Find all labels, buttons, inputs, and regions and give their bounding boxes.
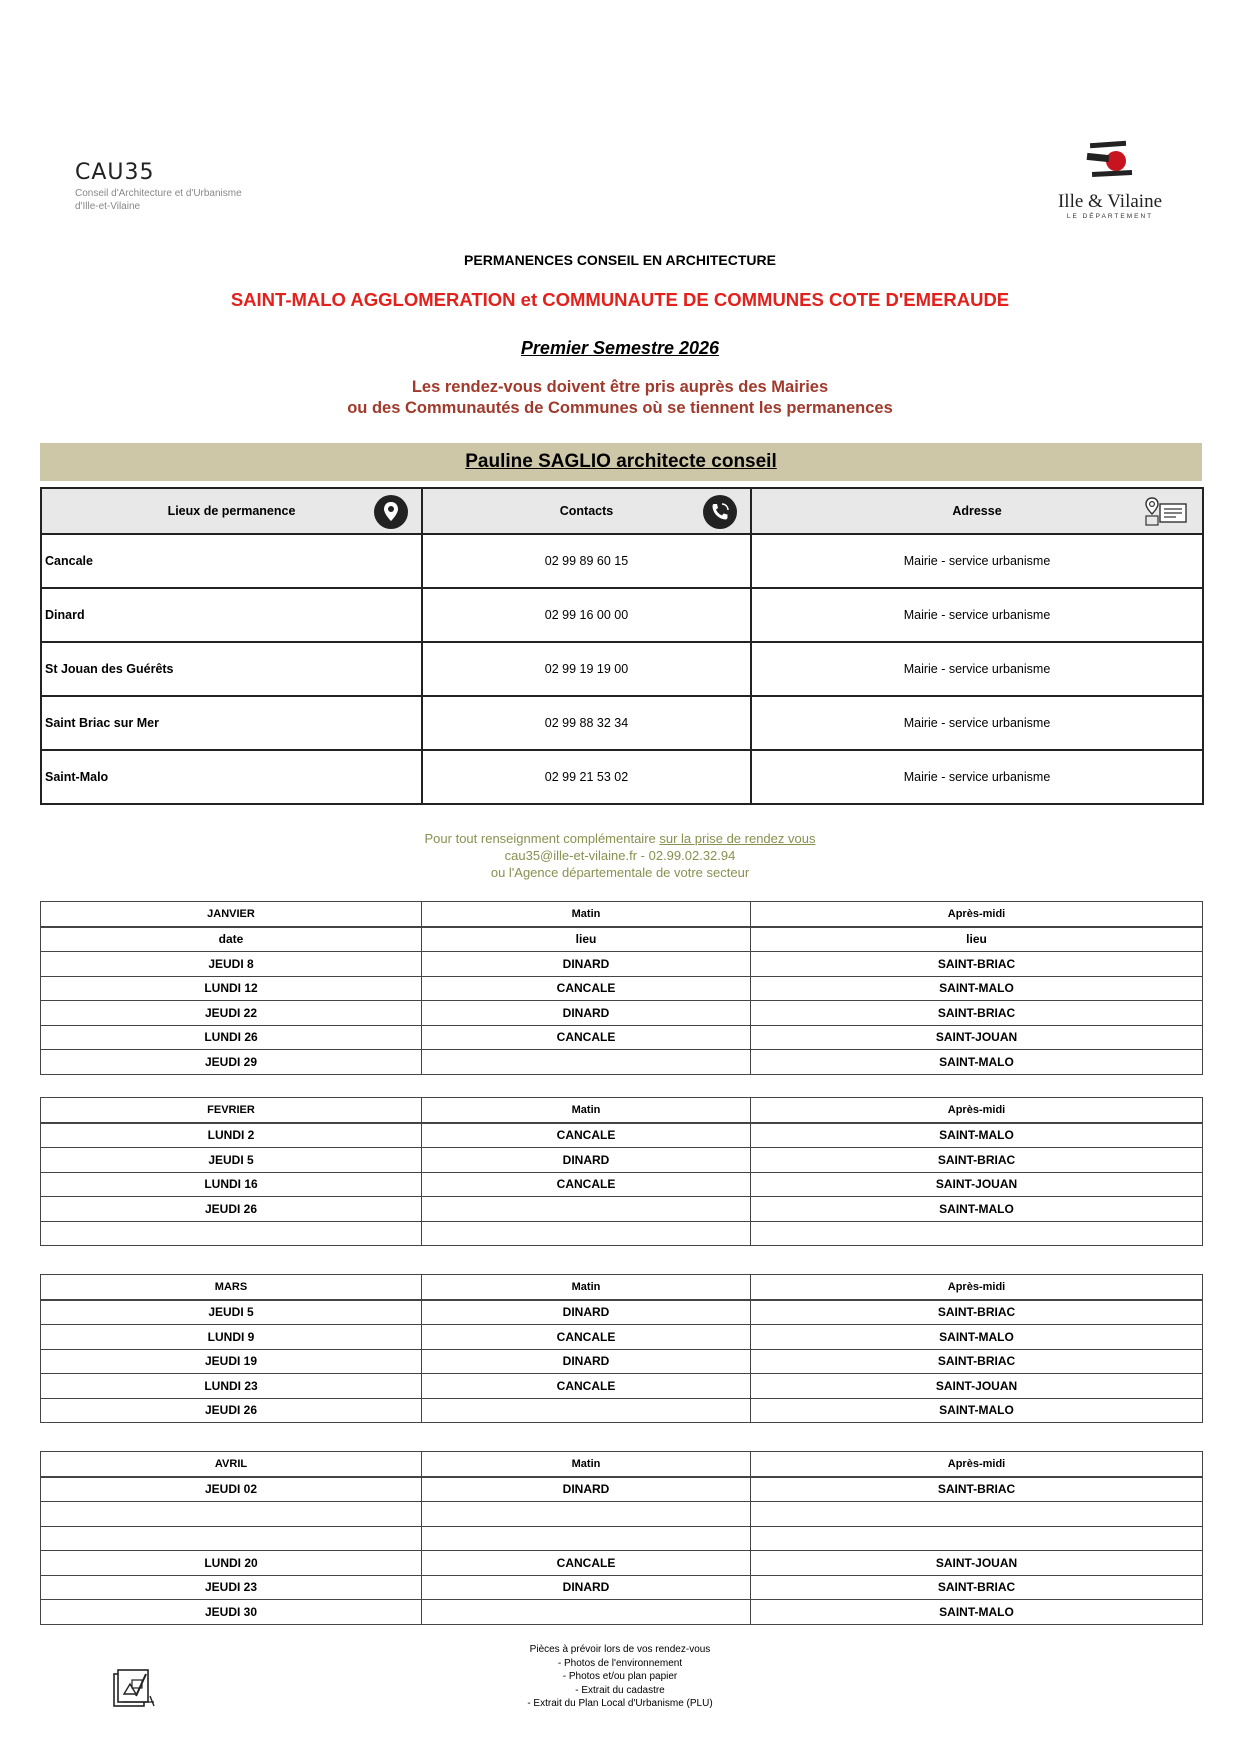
notice-line-2: ou des Communautés de Communes où se tiennent les permanences	[347, 399, 893, 417]
cau35-logo-line1: Conseil d'Architecture et d'Urbanisme	[75, 188, 242, 199]
required-documents-title: Pièces à prévoir lors de vos rendez-vous	[529, 1644, 711, 1655]
contact-row	[41, 750, 1203, 804]
ille-et-vilaine-logo	[1040, 140, 1180, 220]
month-table-mars	[40, 1274, 1203, 1423]
phone-icon	[702, 494, 738, 530]
apres-midi-cell: SAINT-BRIAC	[751, 1575, 1203, 1600]
date-cell	[41, 1221, 422, 1246]
matin-cell	[422, 1502, 751, 1527]
header-adresse-label: Adresse	[952, 504, 1002, 518]
date-cell: LUNDI 23	[41, 1374, 422, 1399]
apres-midi-cell: SAINT-MALO	[751, 976, 1203, 1001]
apres-midi-cell: SAINT-MALO	[751, 1600, 1203, 1625]
month-table-janvier	[40, 901, 1203, 1075]
required-document-item: - Extrait du Plan Local d'Urbanisme (PLU)	[527, 1698, 713, 1709]
table-row	[41, 1374, 1203, 1399]
apres-midi-header: Après-midi	[751, 1275, 1203, 1300]
table-row	[41, 1050, 1203, 1075]
table-row	[41, 1001, 1203, 1026]
contact-phone: 02 99 19 19 00	[422, 642, 751, 696]
contact-address: Mairie - service urbanisme	[751, 750, 1203, 804]
date-cell: JEUDI 19	[41, 1349, 422, 1374]
appointment-notice	[0, 377, 1240, 419]
table-row	[41, 1477, 1203, 1502]
matin-cell: DINARD	[422, 1300, 751, 1325]
apres-midi-cell: SAINT-MALO	[751, 1050, 1203, 1075]
apres-midi-header: Après-midi	[751, 1098, 1203, 1123]
info-line-1	[0, 830, 1240, 847]
matin-cell: CANCALE	[422, 1172, 751, 1197]
contact-address: Mairie - service urbanisme	[751, 642, 1203, 696]
date-cell: JEUDI 26	[41, 1197, 422, 1222]
table-row	[41, 1221, 1203, 1246]
date-cell: JEUDI 5	[41, 1148, 422, 1173]
matin-cell: lieu	[422, 927, 751, 952]
table-row	[41, 1197, 1203, 1222]
matin-cell	[422, 1197, 751, 1222]
cau35-logo-line2: d'Ille-et-Vilaine	[75, 201, 141, 212]
table-row	[41, 927, 1203, 952]
contact-lieu: Cancale	[41, 534, 422, 588]
contact-address: Mairie - service urbanisme	[751, 696, 1203, 750]
date-cell: JEUDI 5	[41, 1300, 422, 1325]
table-row	[41, 952, 1203, 977]
apres-midi-cell	[751, 1526, 1203, 1551]
table-row	[41, 1123, 1203, 1148]
matin-header: Matin	[422, 1452, 751, 1477]
date-cell	[41, 1526, 422, 1551]
header-contacts	[422, 488, 751, 534]
matin-cell: CANCALE	[422, 1374, 751, 1399]
date-cell: LUNDI 16	[41, 1172, 422, 1197]
matin-cell	[422, 1221, 751, 1246]
contact-phone: 02 99 88 32 34	[422, 696, 751, 750]
matin-cell	[422, 1600, 751, 1625]
appointment-link[interactable]: sur la prise de rendez vous	[659, 831, 816, 846]
table-row	[41, 1300, 1203, 1325]
table-row	[41, 1172, 1203, 1197]
contact-address: Mairie - service urbanisme	[751, 588, 1203, 642]
month-header-row	[41, 1452, 1203, 1477]
month-name: JANVIER	[41, 902, 422, 927]
table-row	[41, 1325, 1203, 1350]
address-card-icon	[1142, 494, 1190, 530]
contacts-table	[40, 487, 1204, 805]
contact-phone: 02 99 16 00 00	[422, 588, 751, 642]
matin-cell	[422, 1398, 751, 1423]
header-lieux-label: Lieux de permanence	[167, 504, 296, 518]
info-agency-line: ou l'Agence départementale de votre secteur	[490, 865, 750, 880]
table-row	[41, 1148, 1203, 1173]
semester-title: Premier Semestre 2026	[520, 338, 720, 358]
apres-midi-cell: SAINT-JOUAN	[751, 1551, 1203, 1576]
location-pin-icon	[373, 494, 409, 530]
header-adresse	[751, 488, 1203, 534]
info-contact-line: cau35@ille-et-vilaine.fr - 02.99.02.32.94	[504, 848, 736, 863]
header-lieux	[41, 488, 422, 534]
table-row	[41, 1551, 1203, 1576]
month-header-row	[41, 1098, 1203, 1123]
table-row	[41, 1526, 1203, 1551]
contact-lieu: Dinard	[41, 588, 422, 642]
month-name: MARS	[41, 1275, 422, 1300]
matin-cell	[422, 1526, 751, 1551]
month-header-row	[41, 1275, 1203, 1300]
required-documents	[0, 1643, 1240, 1711]
month-header-row	[41, 902, 1203, 927]
cau35-logo-name: CAU35	[75, 160, 155, 185]
contact-row	[41, 534, 1203, 588]
required-document-item: - Photos et/ou plan papier	[562, 1671, 678, 1682]
contact-row	[41, 642, 1203, 696]
apres-midi-header: Après-midi	[751, 902, 1203, 927]
ille-et-vilaine-emblem-icon	[1085, 140, 1135, 184]
date-cell: LUNDI 20	[41, 1551, 422, 1576]
apres-midi-cell	[751, 1221, 1203, 1246]
cau35-logo	[75, 162, 242, 213]
matin-header: Matin	[422, 902, 751, 927]
table-row	[41, 1502, 1203, 1527]
apres-midi-cell	[751, 1502, 1203, 1527]
apres-midi-cell: SAINT-BRIAC	[751, 1477, 1203, 1502]
contact-address: Mairie - service urbanisme	[751, 534, 1203, 588]
month-name: AVRIL	[41, 1452, 422, 1477]
contact-row	[41, 696, 1203, 750]
apres-midi-cell: SAINT-MALO	[751, 1398, 1203, 1423]
apres-midi-cell: SAINT-BRIAC	[751, 1349, 1203, 1374]
date-cell: JEUDI 02	[41, 1477, 422, 1502]
month-table-fevrier	[40, 1097, 1203, 1246]
matin-cell: DINARD	[422, 1001, 751, 1026]
architect-banner	[40, 443, 1202, 481]
table-row	[41, 1575, 1203, 1600]
month-table-avril	[40, 1451, 1203, 1625]
apres-midi-cell: SAINT-MALO	[751, 1325, 1203, 1350]
table-row	[41, 1600, 1203, 1625]
apres-midi-cell: lieu	[751, 927, 1203, 952]
matin-cell	[422, 1050, 751, 1075]
contact-lieu: Saint Briac sur Mer	[41, 696, 422, 750]
date-cell: JEUDI 23	[41, 1575, 422, 1600]
apres-midi-cell: SAINT-BRIAC	[751, 1148, 1203, 1173]
header-contacts-label: Contacts	[559, 504, 614, 518]
matin-cell: DINARD	[422, 1575, 751, 1600]
date-cell: JEUDI 8	[41, 952, 422, 977]
contact-lieu: Saint-Malo	[41, 750, 422, 804]
date-cell: JEUDI 29	[41, 1050, 422, 1075]
contact-phone: 02 99 89 60 15	[422, 534, 751, 588]
matin-cell: CANCALE	[422, 1325, 751, 1350]
date-cell: LUNDI 9	[41, 1325, 422, 1350]
apres-midi-cell: SAINT-JOUAN	[751, 1172, 1203, 1197]
contact-row	[41, 588, 1203, 642]
date-cell: LUNDI 12	[41, 976, 422, 1001]
info-block	[0, 830, 1240, 881]
ille-et-vilaine-subtitle: LE DÉPARTEMENT	[1066, 213, 1154, 220]
matin-header: Matin	[422, 1275, 751, 1300]
required-document-item: - Extrait du cadastre	[575, 1684, 665, 1696]
apres-midi-cell: SAINT-JOUAN	[751, 1374, 1203, 1399]
apres-midi-cell: SAINT-BRIAC	[751, 1001, 1203, 1026]
apres-midi-cell: SAINT-MALO	[751, 1123, 1203, 1148]
matin-header: Matin	[422, 1098, 751, 1123]
matin-cell: CANCALE	[422, 1551, 751, 1576]
architect-name: Pauline SAGLIO architecte conseil	[465, 451, 777, 472]
table-row	[41, 976, 1203, 1001]
contact-phone: 02 99 21 53 02	[422, 750, 751, 804]
apres-midi-header: Après-midi	[751, 1452, 1203, 1477]
date-cell: LUNDI 26	[41, 1025, 422, 1050]
date-cell: JEUDI 30	[41, 1600, 422, 1625]
notice-line-1: Les rendez-vous doivent être pris auprès des Mairies	[411, 378, 829, 396]
apres-midi-cell: SAINT-JOUAN	[751, 1025, 1203, 1050]
matin-cell: DINARD	[422, 952, 751, 977]
contact-lieu: St Jouan des Guérêts	[41, 642, 422, 696]
ille-et-vilaine-name: Ille & Vilaine	[1057, 191, 1163, 212]
info-line-1-text: Pour tout renseignment complémentaire	[424, 831, 660, 846]
table-row	[41, 1025, 1203, 1050]
date-cell	[41, 1502, 422, 1527]
month-name: FEVRIER	[41, 1098, 422, 1123]
required-document-item: - Photos de l'environnement	[557, 1657, 683, 1669]
date-cell: LUNDI 2	[41, 1123, 422, 1148]
territory-title: SAINT-MALO AGGLOMERATION et COMMUNAUTE DE COMMUNES COTE D'EMERAUDE	[230, 289, 1010, 310]
contacts-header-row	[41, 488, 1203, 534]
date-cell: JEUDI 26	[41, 1398, 422, 1423]
table-row	[41, 1398, 1203, 1423]
apres-midi-cell: SAINT-BRIAC	[751, 952, 1203, 977]
page-title: PERMANENCES CONSEIL EN ARCHITECTURE	[464, 252, 776, 268]
date-cell: date	[41, 927, 422, 952]
date-cell: JEUDI 22	[41, 1001, 422, 1026]
table-row	[41, 1349, 1203, 1374]
matin-cell: DINARD	[422, 1477, 751, 1502]
matin-cell: DINARD	[422, 1148, 751, 1173]
matin-cell: CANCALE	[422, 1025, 751, 1050]
matin-cell: CANCALE	[422, 976, 751, 1001]
matin-cell: DINARD	[422, 1349, 751, 1374]
apres-midi-cell: SAINT-MALO	[751, 1197, 1203, 1222]
apres-midi-cell: SAINT-BRIAC	[751, 1300, 1203, 1325]
matin-cell: CANCALE	[422, 1123, 751, 1148]
